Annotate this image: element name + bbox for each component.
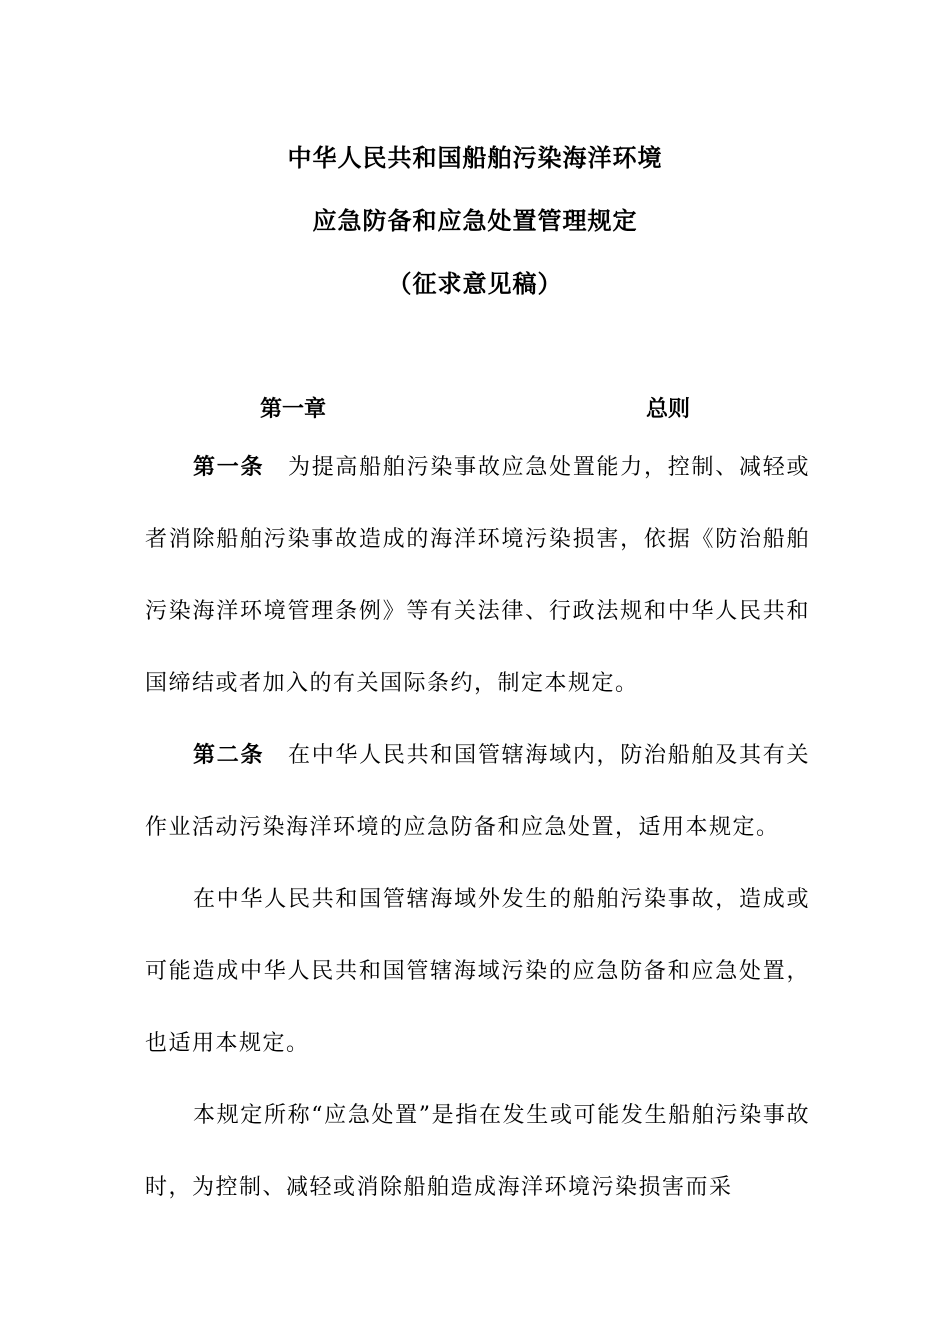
chapter-name: 总则 <box>646 397 691 422</box>
chapter-number: 第一章 <box>260 397 327 422</box>
article-2-paragraph-3: 本规定所称“应急处置”是指在发生或可能发生船舶污染事故时，为控制、减轻或消除船舶造成海洋环境污染损害而采 <box>145 1103 810 1200</box>
document-title-line-3: （征求意见稿） <box>387 270 563 298</box>
document-title-line-1: 中华人民共和国船舶污染海洋环境 <box>287 144 663 172</box>
article-2-paragraph <box>145 720 810 864</box>
document-title-line-2: 应急防备和应急处置管理规定 <box>312 207 638 235</box>
article-2-label: 第二条 <box>193 743 265 768</box>
article-2-paragraph-2: 在中华人民共和国管辖海域外发生的船舶污染事故，造成或可能造成中华人民共和国管辖海域污染的应急防备和应急处置，也适用本规定。 <box>145 887 810 1056</box>
article-1-label: 第一条 <box>193 455 265 480</box>
article-2-text: 在中华人民共和国管辖海域内，防治船舶及其有关作业活动污染海洋环境的应急防备和应急处置，适用本规定。 <box>145 743 810 840</box>
article-1-paragraph <box>145 432 810 720</box>
article-1-text: 为提高船舶污染事故应急处置能力，控制、减轻或者消除船舶污染事故造成的海洋环境污染损害，依据《防治船舶污染海洋环境管理条例》等有关法律、行政法规和中华人民共和国缔结或者加入的有关国际条约，制定本规定。 <box>145 455 810 696</box>
